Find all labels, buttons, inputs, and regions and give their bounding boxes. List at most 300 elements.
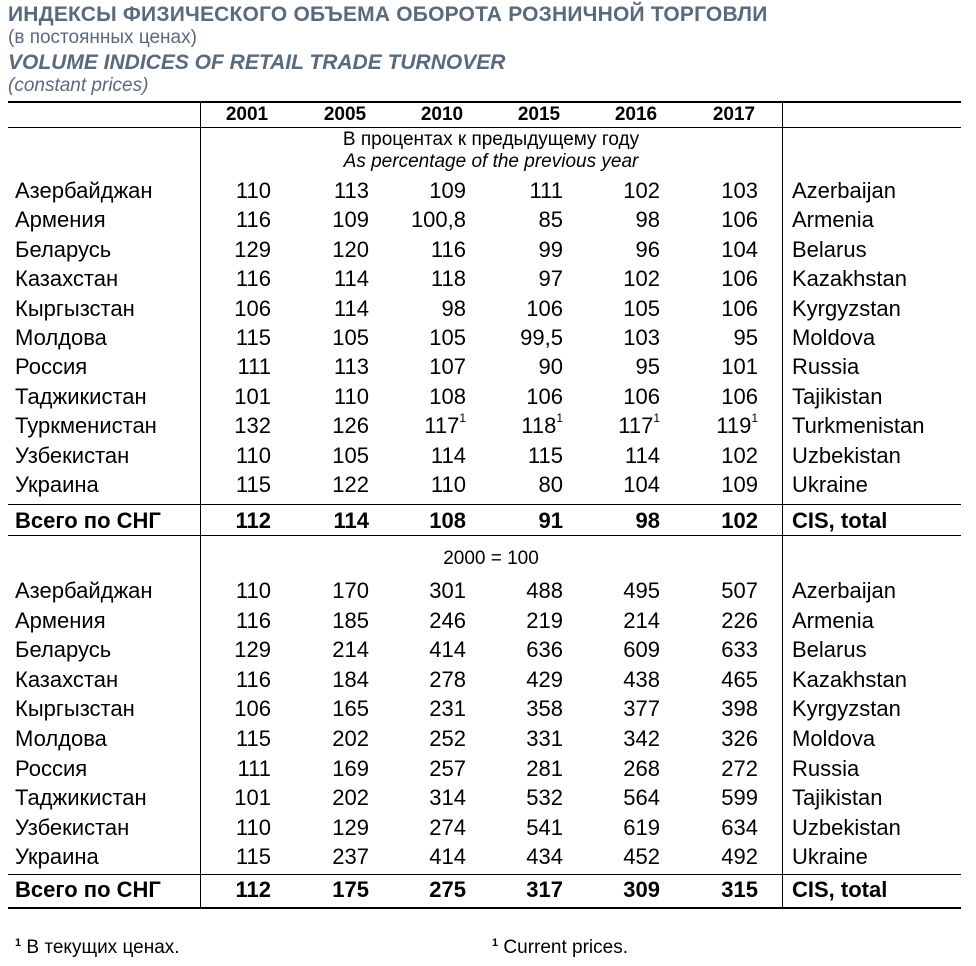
country-name-ru: Беларусь bbox=[15, 236, 112, 262]
cell-value bbox=[590, 237, 660, 263]
country-name-ru: Украина bbox=[15, 844, 99, 870]
country-name-ru: Кыргызстан bbox=[15, 696, 135, 722]
cell-value bbox=[688, 877, 758, 903]
cell-number: 110 bbox=[235, 442, 271, 468]
cell-value bbox=[590, 785, 660, 811]
cell-number: 116 bbox=[235, 266, 271, 292]
cell-number: 214 bbox=[623, 607, 660, 633]
cell-number: 246 bbox=[429, 607, 466, 633]
table-row bbox=[0, 472, 976, 502]
title-en: VOLUME INDICES OF RETAIL TRADE TURNOVER bbox=[8, 51, 506, 74]
cell-number: 317 bbox=[526, 877, 563, 902]
footnote-ref: 1 bbox=[459, 411, 466, 426]
cell-number: 226 bbox=[721, 607, 758, 633]
cell-value bbox=[493, 726, 563, 752]
cell-value bbox=[396, 508, 466, 534]
country-name-ru: Кыргызстан bbox=[15, 295, 135, 321]
cell-number: 175 bbox=[332, 877, 369, 902]
cell-number: 115 bbox=[235, 472, 271, 497]
cell-value bbox=[590, 354, 660, 380]
cell-value bbox=[201, 207, 271, 233]
table-row bbox=[0, 384, 976, 414]
cell-number: 257 bbox=[429, 755, 466, 781]
cell-value bbox=[493, 384, 563, 410]
cell-value bbox=[396, 877, 466, 903]
cell-number: 599 bbox=[721, 785, 758, 811]
table-row bbox=[0, 785, 976, 815]
cell-number: 114 bbox=[430, 442, 466, 468]
cell-value bbox=[201, 877, 271, 903]
cell-number: 100,8 bbox=[410, 207, 466, 233]
cell-value bbox=[590, 726, 660, 752]
cell-value bbox=[396, 266, 466, 292]
cell-number: 102 bbox=[623, 266, 660, 292]
cell-number: 105 bbox=[623, 295, 660, 321]
cell-value bbox=[590, 384, 660, 410]
cell-number: 309 bbox=[623, 877, 660, 902]
cell-number: 96 bbox=[635, 236, 660, 262]
cell-value bbox=[299, 443, 369, 469]
country-name-en: Uzbekistan bbox=[792, 442, 901, 468]
cell-number: 111 bbox=[237, 755, 271, 781]
header-year-2010: 2010 bbox=[420, 104, 464, 125]
table-row bbox=[0, 178, 976, 208]
cell-value bbox=[396, 413, 466, 439]
cell-number: 185 bbox=[332, 607, 369, 633]
cell-value bbox=[396, 696, 466, 722]
country-name-en: Kyrgyzstan bbox=[792, 696, 901, 722]
cell-value bbox=[396, 207, 466, 233]
table-row bbox=[0, 296, 976, 326]
cell-number: 114 bbox=[333, 266, 369, 292]
cell-value bbox=[299, 844, 369, 870]
cell-number: 532 bbox=[526, 785, 563, 811]
country-name-en: Belarus bbox=[792, 637, 867, 663]
cell-number: 110 bbox=[333, 383, 369, 409]
country-name-en: CIS, total bbox=[792, 508, 888, 533]
table-row bbox=[0, 207, 976, 237]
cell-value bbox=[590, 413, 660, 439]
table-bottom-rule bbox=[8, 907, 961, 909]
cell-number: 115 bbox=[235, 325, 271, 350]
cell-value bbox=[299, 637, 369, 663]
cell-value bbox=[688, 756, 758, 782]
cell-value bbox=[299, 508, 369, 534]
cell-value bbox=[299, 667, 369, 693]
cell-value bbox=[493, 296, 563, 322]
subtitle-ru: (в постоянных ценах) bbox=[8, 27, 197, 48]
cell-number: 110 bbox=[235, 814, 271, 840]
country-name-ru: Таджикистан bbox=[15, 785, 147, 811]
cell-value bbox=[688, 844, 758, 870]
cell-number: 113 bbox=[333, 178, 369, 203]
cell-value bbox=[590, 815, 660, 841]
cell-value bbox=[493, 578, 563, 604]
cell-value bbox=[396, 237, 466, 263]
cell-number: 202 bbox=[332, 785, 369, 811]
cell-value bbox=[688, 384, 758, 410]
cell-number: 102 bbox=[721, 508, 758, 533]
country-name-en: Armenia bbox=[792, 607, 874, 633]
table-row bbox=[0, 756, 976, 786]
footnote-ru bbox=[15, 937, 180, 959]
cell-value bbox=[299, 472, 369, 498]
cell-number: 90 bbox=[538, 354, 563, 380]
cell-value bbox=[201, 443, 271, 469]
cell-value bbox=[688, 726, 758, 752]
cell-value bbox=[493, 696, 563, 722]
cell-value bbox=[688, 696, 758, 722]
cell-value bbox=[201, 384, 271, 410]
cell-value bbox=[688, 325, 758, 351]
cell-number: 274 bbox=[429, 814, 466, 840]
cell-value bbox=[493, 266, 563, 292]
cell-number: 619 bbox=[623, 814, 660, 840]
table-row bbox=[0, 726, 976, 756]
cell-number: 112 bbox=[235, 508, 271, 533]
cell-value bbox=[590, 877, 660, 903]
cell-value bbox=[299, 578, 369, 604]
cell-number: 541 bbox=[526, 814, 563, 840]
country-name-en: Ukraine bbox=[792, 844, 868, 870]
cell-number: 165 bbox=[332, 696, 369, 722]
cell-number: 115 bbox=[235, 726, 271, 751]
cell-number: 281 bbox=[526, 755, 563, 781]
cell-value bbox=[590, 637, 660, 663]
cell-number: 111 bbox=[529, 178, 563, 203]
cell-value bbox=[299, 354, 369, 380]
table-row bbox=[0, 696, 976, 726]
cell-value bbox=[299, 325, 369, 351]
cell-value bbox=[493, 844, 563, 870]
country-name-en: Armenia bbox=[792, 207, 874, 233]
cell-number: 465 bbox=[721, 666, 758, 692]
section1-total-top-rule bbox=[8, 504, 961, 505]
cell-value bbox=[688, 608, 758, 634]
cell-value bbox=[396, 296, 466, 322]
cell-number: 118 bbox=[430, 266, 466, 292]
cell-number: 126 bbox=[332, 413, 369, 439]
cell-number: 109 bbox=[429, 178, 466, 203]
cell-number: 85 bbox=[538, 207, 563, 233]
cell-value bbox=[590, 578, 660, 604]
cell-value bbox=[493, 207, 563, 233]
cell-value bbox=[201, 296, 271, 322]
cell-number: 118 bbox=[521, 413, 557, 439]
country-name-en: Kazakhstan bbox=[792, 666, 907, 692]
cell-number: 331 bbox=[526, 726, 563, 751]
cell-number: 101 bbox=[234, 383, 271, 409]
cell-value bbox=[201, 578, 271, 604]
cell-number: 377 bbox=[623, 696, 660, 722]
cell-number: 132 bbox=[234, 413, 271, 439]
cell-number: 105 bbox=[332, 442, 369, 468]
cell-value bbox=[396, 325, 466, 351]
section2-note: 2000 = 100 bbox=[443, 548, 539, 569]
cell-value bbox=[590, 667, 660, 693]
cell-number: 116 bbox=[235, 666, 271, 692]
country-name-en: Russia bbox=[792, 755, 860, 781]
cell-number: 116 bbox=[235, 207, 271, 233]
cell-value bbox=[493, 877, 563, 903]
country-name-en: Ukraine bbox=[792, 472, 868, 497]
cell-number: 104 bbox=[623, 472, 660, 497]
cell-number: 202 bbox=[332, 726, 369, 751]
cell-value bbox=[201, 178, 271, 204]
table-row bbox=[0, 354, 976, 384]
cell-number: 116 bbox=[235, 607, 271, 633]
cell-value bbox=[590, 325, 660, 351]
country-name-ru: Казахстан bbox=[15, 666, 119, 692]
header-year-2016: 2016 bbox=[614, 104, 658, 125]
cell-value bbox=[493, 237, 563, 263]
cell-value bbox=[201, 413, 271, 439]
cell-number: 106 bbox=[721, 383, 758, 409]
cell-number: 495 bbox=[623, 578, 660, 603]
cell-number: 106 bbox=[526, 295, 563, 321]
cell-value bbox=[299, 815, 369, 841]
country-name-ru: Россия bbox=[15, 755, 88, 781]
cell-value bbox=[590, 296, 660, 322]
cell-number: 116 bbox=[430, 236, 466, 262]
cell-value bbox=[688, 354, 758, 380]
cell-value bbox=[493, 472, 563, 498]
cell-value bbox=[396, 384, 466, 410]
cell-number: 119 bbox=[716, 413, 752, 439]
cell-number: 452 bbox=[623, 844, 660, 870]
cell-number: 272 bbox=[721, 755, 758, 781]
cell-value bbox=[201, 637, 271, 663]
country-name-ru: Туркменистан bbox=[15, 413, 157, 439]
total-row bbox=[0, 508, 976, 538]
cell-value bbox=[688, 266, 758, 292]
country-name-en: Azerbaijan bbox=[792, 178, 896, 203]
cell-value bbox=[688, 472, 758, 498]
table-row bbox=[0, 815, 976, 845]
title-ru: ИНДЕКСЫ ФИЗИЧЕСКОГО ОБЪЕМА ОБОРОТА РОЗНИЧНОЙ ТОРГОВЛИ bbox=[8, 3, 768, 26]
cell-value bbox=[201, 472, 271, 498]
cell-value bbox=[299, 266, 369, 292]
country-name-ru: Казахстан bbox=[15, 266, 119, 292]
cell-value bbox=[688, 785, 758, 811]
country-name-en: Turkmenistan bbox=[792, 413, 925, 439]
country-name-ru: Узбекистан bbox=[15, 814, 130, 840]
footnote-ref: 1 bbox=[556, 411, 563, 426]
country-name-ru: Армения bbox=[15, 207, 106, 233]
table-row bbox=[0, 844, 976, 874]
table-row bbox=[0, 578, 976, 608]
cell-number: 107 bbox=[429, 354, 466, 380]
country-name-en: Tajikistan bbox=[792, 383, 883, 409]
cell-value bbox=[396, 637, 466, 663]
cell-number: 109 bbox=[721, 472, 758, 497]
cell-number: 112 bbox=[235, 877, 271, 902]
country-name-ru: Азербайджан bbox=[15, 578, 153, 603]
cell-value bbox=[201, 266, 271, 292]
cell-number: 434 bbox=[526, 844, 563, 870]
cell-value bbox=[688, 237, 758, 263]
country-name-ru: Узбекистан bbox=[15, 442, 130, 468]
cell-value bbox=[201, 667, 271, 693]
cell-number: 170 bbox=[332, 578, 369, 603]
cell-number: 115 bbox=[527, 442, 563, 468]
cell-number: 120 bbox=[332, 236, 369, 262]
cell-number: 105 bbox=[429, 325, 466, 350]
cell-value bbox=[299, 785, 369, 811]
cell-value bbox=[201, 726, 271, 752]
cell-value bbox=[201, 608, 271, 634]
cell-value bbox=[396, 354, 466, 380]
cell-value bbox=[688, 815, 758, 841]
cell-number: 95 bbox=[733, 325, 758, 350]
country-name-en: Russia bbox=[792, 354, 860, 380]
country-name-en: Tajikistan bbox=[792, 785, 883, 811]
cell-number: 252 bbox=[429, 726, 466, 751]
cell-number: 636 bbox=[526, 637, 563, 663]
cell-value bbox=[299, 877, 369, 903]
cell-value bbox=[590, 756, 660, 782]
cell-number: 106 bbox=[234, 295, 271, 321]
cell-value bbox=[299, 237, 369, 263]
total-row bbox=[0, 877, 976, 907]
cell-number: 129 bbox=[332, 814, 369, 840]
cell-number: 237 bbox=[332, 844, 369, 870]
cell-number: 634 bbox=[721, 814, 758, 840]
cell-number: 488 bbox=[526, 578, 563, 603]
cell-value bbox=[590, 508, 660, 534]
cell-value bbox=[590, 178, 660, 204]
country-name-en: Moldova bbox=[792, 325, 876, 350]
cell-number: 184 bbox=[332, 666, 369, 692]
cell-value bbox=[688, 443, 758, 469]
table-row bbox=[0, 266, 976, 296]
cell-value bbox=[493, 637, 563, 663]
cell-number: 414 bbox=[429, 844, 466, 870]
cell-number: 106 bbox=[721, 207, 758, 233]
cell-number: 129 bbox=[234, 637, 271, 663]
cell-value bbox=[590, 844, 660, 870]
cell-value bbox=[688, 637, 758, 663]
cell-value bbox=[201, 508, 271, 534]
cell-value bbox=[590, 472, 660, 498]
cell-number: 110 bbox=[235, 178, 271, 203]
cell-value bbox=[688, 413, 758, 439]
cell-number: 98 bbox=[441, 295, 466, 321]
cell-value bbox=[299, 178, 369, 204]
cell-number: 101 bbox=[721, 354, 758, 380]
country-name-ru: Молдова bbox=[15, 325, 107, 350]
country-name-en: Moldova bbox=[792, 726, 876, 751]
cell-value bbox=[396, 844, 466, 870]
country-name-ru: Россия bbox=[15, 354, 88, 380]
cell-value bbox=[396, 578, 466, 604]
cell-number: 108 bbox=[429, 383, 466, 409]
cell-value bbox=[299, 756, 369, 782]
cell-number: 609 bbox=[623, 637, 660, 663]
cell-value bbox=[396, 756, 466, 782]
cell-value bbox=[201, 237, 271, 263]
footnote-text-ru: В текущих ценах. bbox=[26, 937, 180, 958]
cell-number: 110 bbox=[430, 472, 466, 497]
cell-value bbox=[493, 608, 563, 634]
footnote-marker: 1 bbox=[492, 937, 499, 949]
cell-number: 99 bbox=[538, 236, 563, 262]
cell-number: 106 bbox=[721, 266, 758, 292]
cell-number: 358 bbox=[526, 696, 563, 722]
table-row bbox=[0, 413, 976, 443]
cell-value bbox=[493, 756, 563, 782]
cell-number: 80 bbox=[538, 472, 563, 497]
cell-number: 438 bbox=[623, 666, 660, 692]
cell-number: 314 bbox=[429, 785, 466, 811]
footnote-en bbox=[492, 937, 628, 959]
cell-number: 633 bbox=[721, 637, 758, 663]
cell-number: 98 bbox=[635, 508, 660, 533]
cell-number: 214 bbox=[332, 637, 369, 663]
cell-number: 98 bbox=[635, 207, 660, 233]
cell-value bbox=[688, 508, 758, 534]
cell-value bbox=[688, 667, 758, 693]
country-name-en: Kyrgyzstan bbox=[792, 295, 901, 321]
cell-value bbox=[299, 296, 369, 322]
cell-number: 301 bbox=[429, 578, 466, 603]
cell-number: 275 bbox=[429, 877, 466, 902]
cell-value bbox=[590, 443, 660, 469]
cell-value bbox=[201, 696, 271, 722]
cell-number: 117 bbox=[424, 413, 460, 439]
country-name-en: CIS, total bbox=[792, 877, 888, 902]
cell-value bbox=[688, 207, 758, 233]
cell-value bbox=[299, 608, 369, 634]
cell-value bbox=[493, 785, 563, 811]
cell-number: 106 bbox=[623, 383, 660, 409]
section1-note-en: As percentage of the previous year bbox=[343, 151, 639, 172]
cell-number: 122 bbox=[332, 472, 369, 497]
cell-number: 106 bbox=[721, 295, 758, 321]
cell-value bbox=[493, 178, 563, 204]
cell-number: 115 bbox=[235, 844, 271, 870]
cell-number: 268 bbox=[623, 755, 660, 781]
subtitle-en: (constant prices) bbox=[8, 75, 149, 96]
cell-number: 492 bbox=[721, 844, 758, 870]
cell-number: 219 bbox=[526, 607, 563, 633]
cell-number: 414 bbox=[429, 637, 466, 663]
cell-value bbox=[201, 785, 271, 811]
cell-value bbox=[688, 178, 758, 204]
cell-value bbox=[396, 608, 466, 634]
cell-value bbox=[493, 325, 563, 351]
cell-value bbox=[201, 354, 271, 380]
cell-value bbox=[299, 413, 369, 439]
footnote-marker: 1 bbox=[15, 937, 22, 949]
cell-value bbox=[396, 815, 466, 841]
cell-number: 106 bbox=[234, 696, 271, 722]
table-row bbox=[0, 237, 976, 267]
table-row bbox=[0, 667, 976, 697]
cell-value bbox=[590, 608, 660, 634]
table-row bbox=[0, 443, 976, 473]
cell-value bbox=[299, 207, 369, 233]
cell-number: 109 bbox=[332, 207, 369, 233]
cell-value bbox=[493, 508, 563, 534]
table-row bbox=[0, 325, 976, 355]
header-year-2001: 2001 bbox=[225, 104, 269, 125]
cell-number: 231 bbox=[429, 696, 466, 722]
cell-value bbox=[396, 667, 466, 693]
cell-value bbox=[201, 815, 271, 841]
cell-number: 91 bbox=[538, 508, 563, 533]
cell-value bbox=[396, 178, 466, 204]
